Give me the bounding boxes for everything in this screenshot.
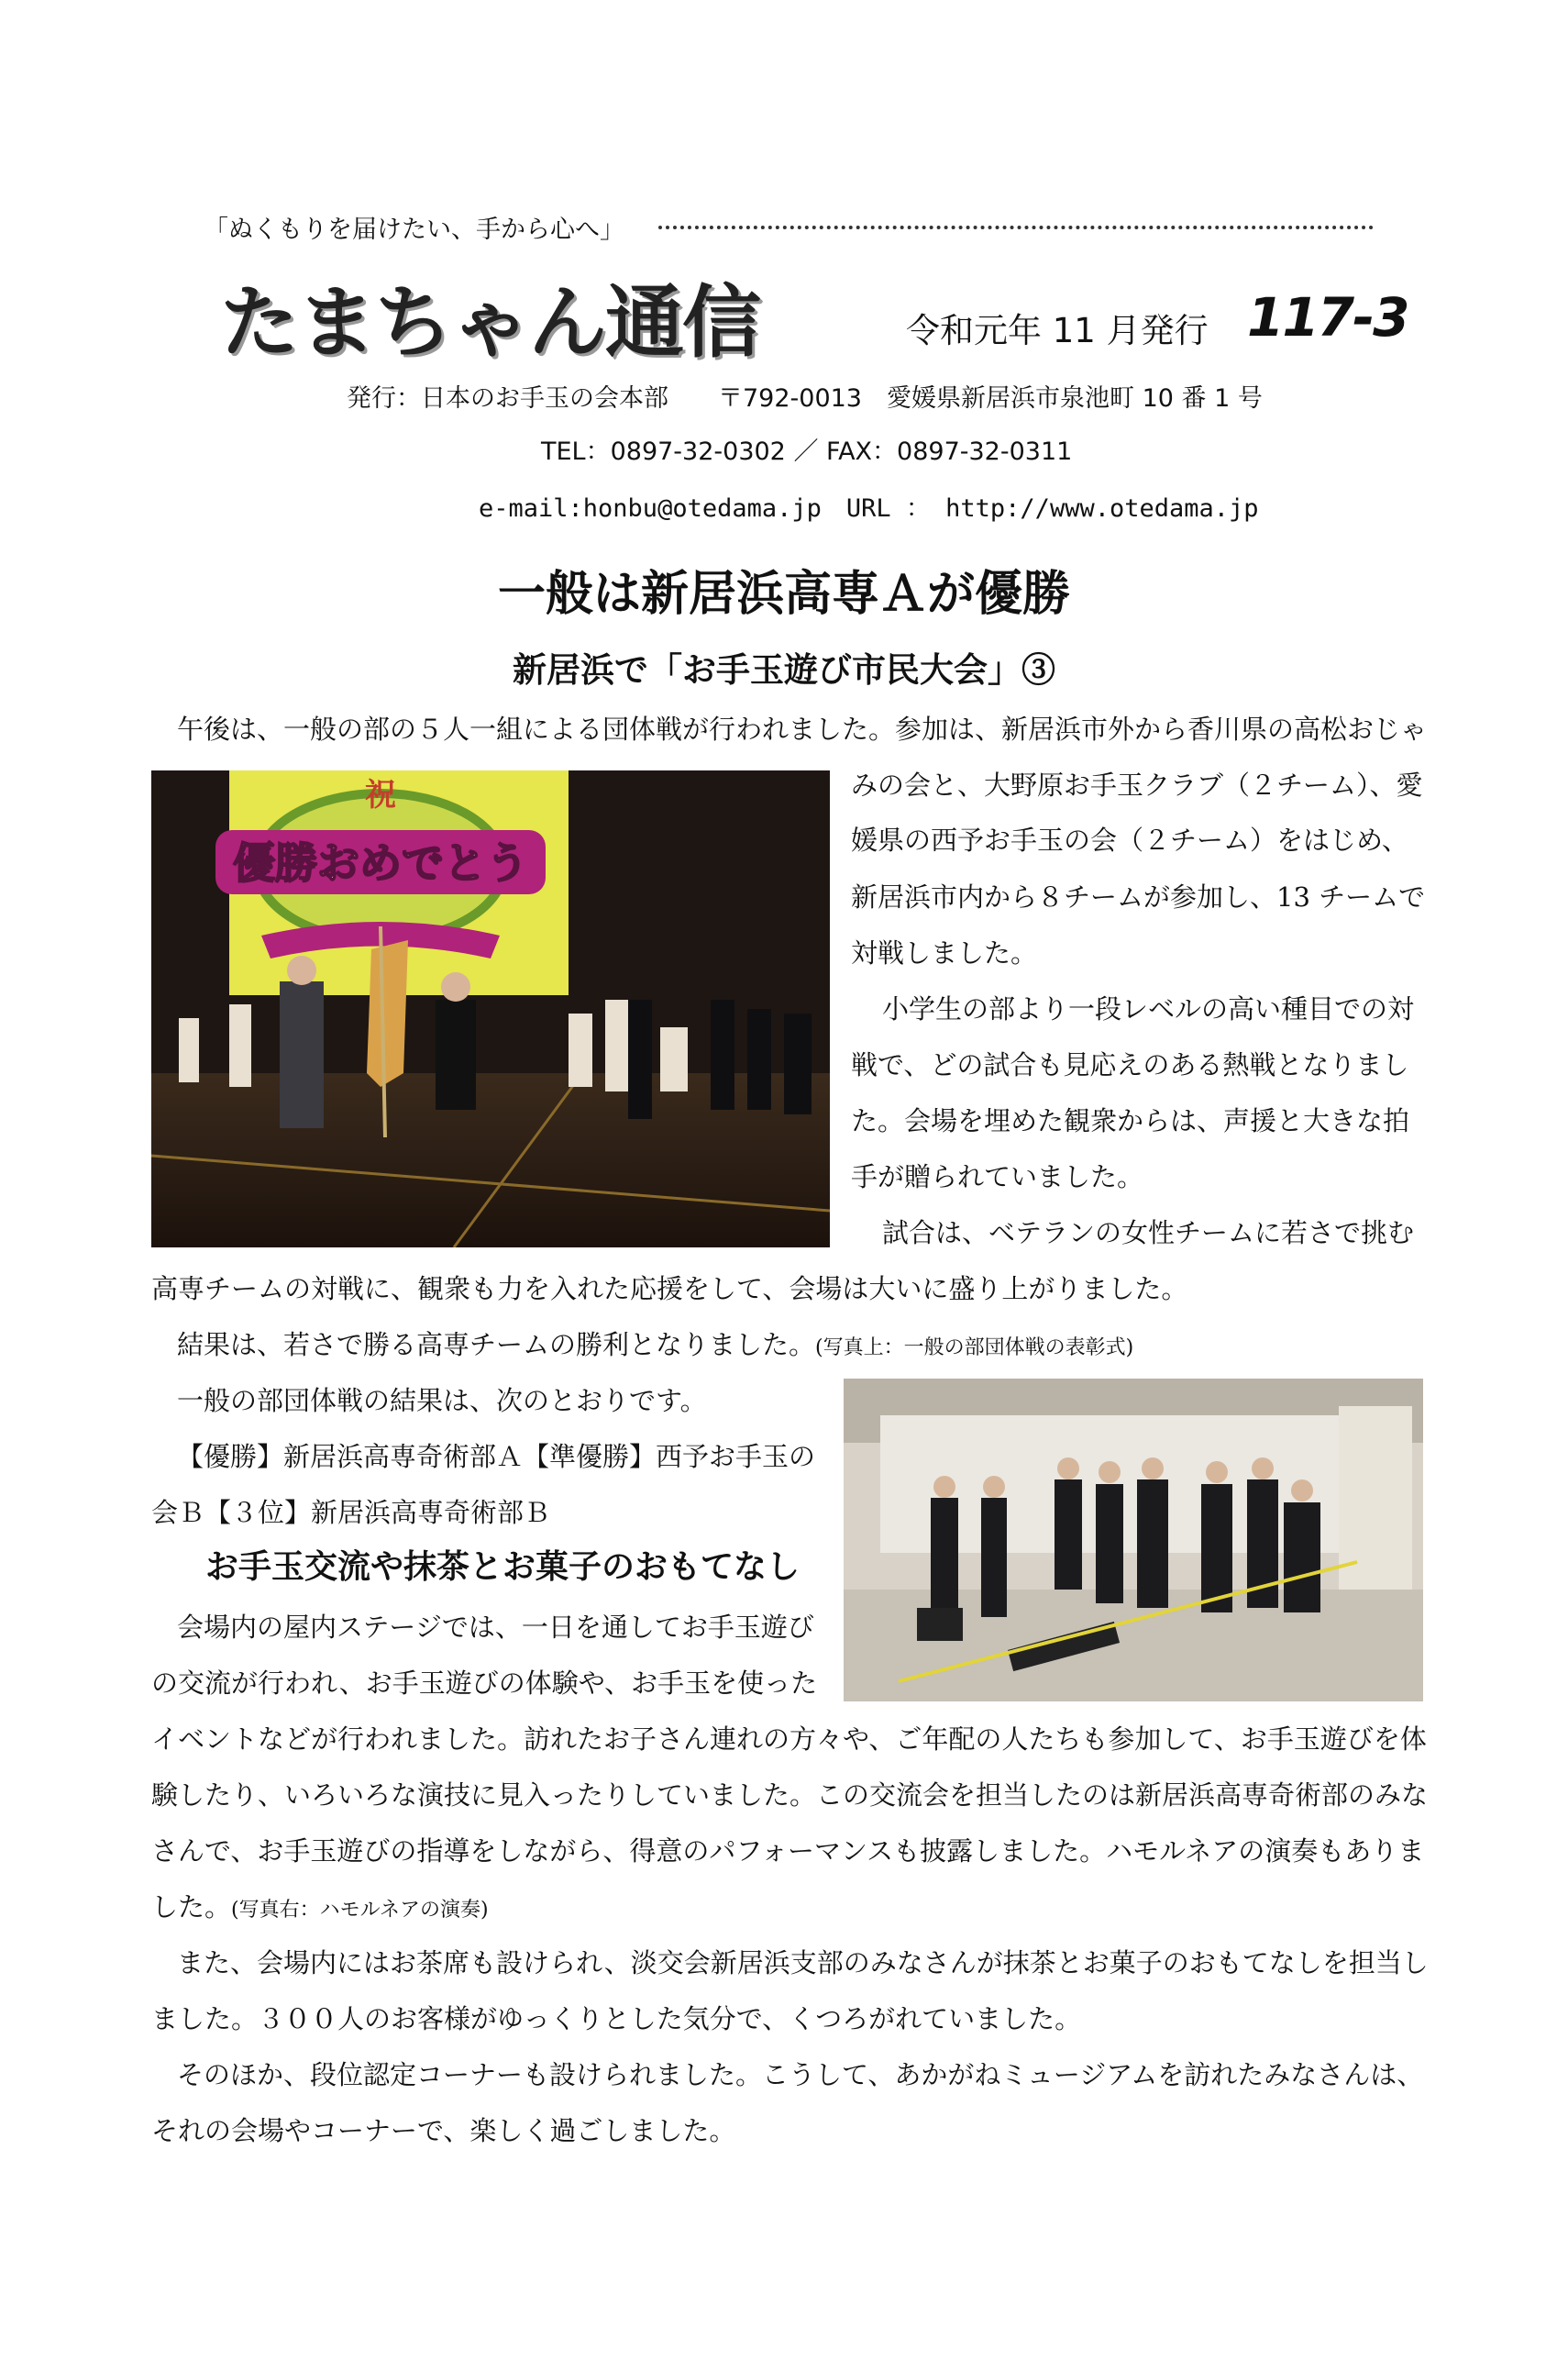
issue-number: 117-3 [1247,286,1408,349]
tagline: 「ぬくもりを届けたい、手から心へ」 [204,216,624,244]
p1-line2: みの会と、大野原お手玉クラブ（２チーム）、愛 [851,770,1423,801]
article-subheadline: 新居浜で「お手玉遊び市民大会」③ [513,649,1055,690]
article-headline: 一般は新居浜高専Ａが優勝 [497,566,1070,622]
award-ceremony-photo [151,770,830,1247]
photo-caption-right: (写真右：ハモルネアの演奏) [231,1899,489,1922]
issue-date: 令和元年 11 月発行 [906,311,1209,350]
p8-line2: それの会場やコーナーで、楽しく過ごしました。 [151,2115,736,2146]
publisher-line: 発行：日本のお手玉の会本部 〒792-0013 愛媛県新居浜市泉池町 10 番 1 号 [347,384,1263,413]
p3-line1: 試合は、ベテランの女性チームに若さで挑む [882,1217,1415,1248]
dotted-divider [658,226,1374,229]
p6-line6 [151,1879,489,1938]
section2-heading: お手玉交流や抹茶とお菓子のおもてなし [205,1547,801,1586]
photo-caption-top: (写真上：一般の部団体戦の表彰式) [815,1336,1134,1359]
newsletter-title: たまちゃん通信 [220,277,759,369]
p6-line4: 験したり、いろいろな演技に見入ったりしていました。この交流会を担当したのは新居浜高専奇術部のみな [151,1779,1429,1811]
p6-line1: 会場内の屋内ステージでは、一日を通してお手玉遊び [177,1612,814,1643]
performance-illustration [844,1379,1423,1701]
banner-top-text: 祝 [365,777,396,814]
p1-line1: 午後は、一般の部の５人一組による団体戦が行われました。参加は、新居浜市外から香川県の高松おじゃ [177,714,1428,745]
p4-text: 結果は、若さで勝る高専チームの勝利となりました。 [177,1329,816,1360]
p8-line1: そのほか、段位認定コーナーも設けられました。こうして、あかがねミュージアムを訪れたみなさんは、 [177,2059,1424,2090]
p2-line2: 戦で、どの試合も見応えのある熱戦となりまし [851,1049,1409,1080]
p2-line4: 手が贈られていました。 [851,1161,1144,1192]
p7-line1: また、会場内にはお茶席も設けられ、淡交会新居浜支部のみなさんが抹茶とお菓子のおもてなしを担当し [177,1947,1429,1978]
p1-line4: 新居浜市内から８チームが参加し、13 チームで [851,881,1426,913]
p3-line2: 高専チームの対戦に、観衆も力を入れた応援をして、会場は大いに盛り上がりました。 [151,1273,1188,1304]
p2-line1: 小学生の部より一段レベルの高い種目での対 [882,993,1415,1025]
award-ceremony-illustration [151,770,830,1247]
p6-line5: さんで、お手玉遊びの指導をしながら、得意のパフォーマンスも披露しました。ハモルネアの演奏もありま [151,1835,1425,1867]
banner-text: 優勝おめでとう [233,838,528,888]
p7-line2: ました。３００人のお客様がゆっくりとした気分で、くつろがれていました。 [151,2003,1082,2034]
p4-line [177,1317,1133,1376]
p5-line3: 会Ｂ【３位】新居浜高専奇術部Ｂ [151,1497,551,1528]
p1-line3: 媛県の西予お手玉の会（２チーム）をはじめ、 [851,825,1408,856]
tel-fax: TEL：0897-32-0302 ／ FAX：0897-32-0311 [541,438,1073,466]
harmonica-performance-photo [844,1379,1423,1701]
p6-line2: の交流が行われ、お手玉遊びの体験や、お手玉を使った [151,1668,818,1699]
p1-line5: 対戦しました。 [851,937,1038,969]
p5-line2: 【優勝】新居浜高専奇術部Ａ【準優勝】西予お手玉の [177,1441,816,1472]
p5-line1: 一般の部団体戦の結果は、次のとおりです。 [177,1385,707,1416]
p6-line3: イベントなどが行われました。訪れたお子さん連れの方々や、ご年配の人たちも参加して、お手玉遊びを体 [151,1723,1427,1755]
email-url: e-mail:honbu@otedama.jp URL ： http://www.otedama.jp [479,494,1259,523]
p6-text: した。 [151,1891,232,1922]
p2-line3: た。会場を埋めた観衆からは、声援と大きな拍 [851,1105,1410,1136]
